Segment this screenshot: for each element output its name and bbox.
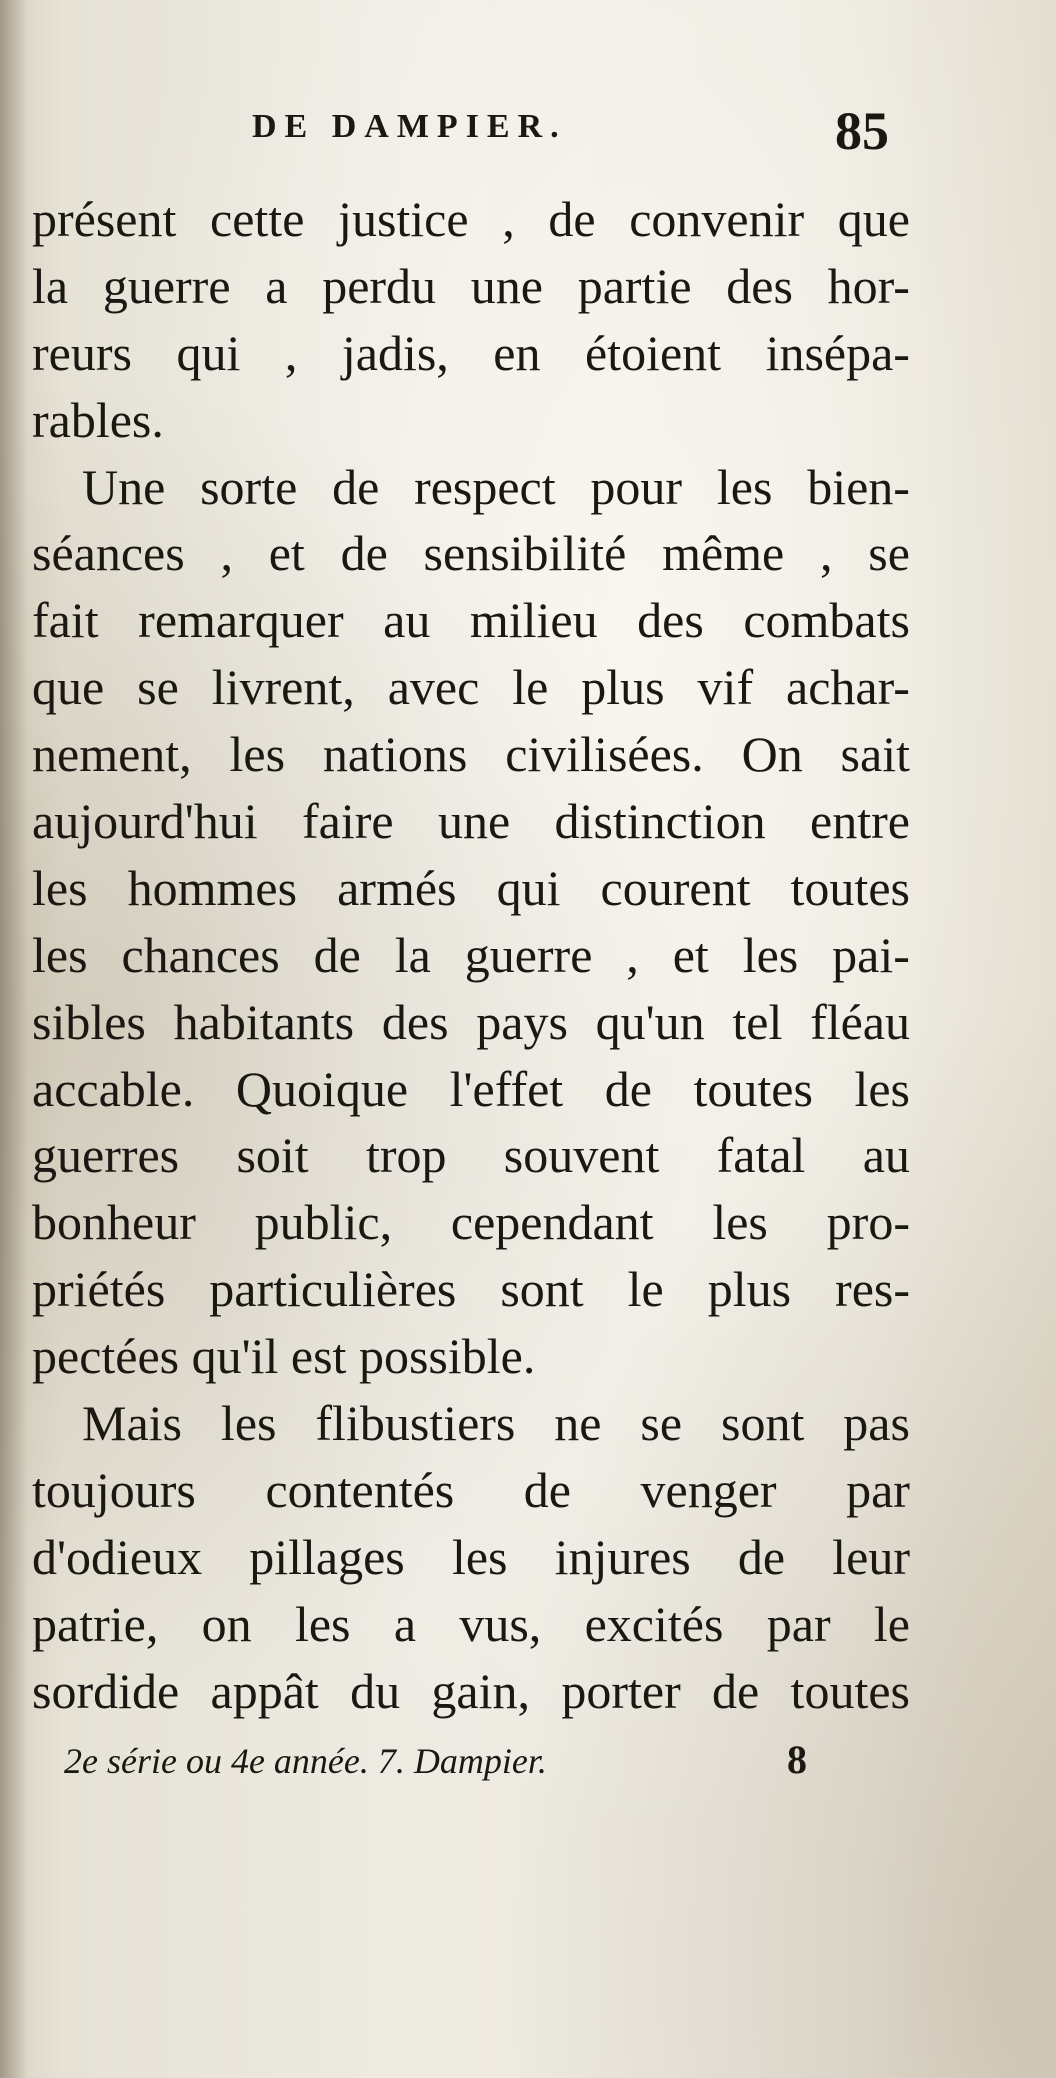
body-text bbox=[32, 186, 910, 1724]
text-line: accable. Quoique l'effet de toutes les bbox=[32, 1060, 910, 1117]
text-line: patrie, on les a vus, excités par le bbox=[32, 1595, 910, 1652]
text-line: toujours contentés de venger par bbox=[32, 1461, 910, 1518]
page-header bbox=[0, 100, 1056, 160]
text-line: rables. bbox=[32, 391, 164, 448]
text-line: sordide appât du gain, porter de toutes bbox=[32, 1662, 910, 1719]
text-line: séances , et de sensibilité même , se bbox=[32, 525, 910, 582]
text-line: guerres soit trop souvent fatal au bbox=[32, 1127, 910, 1184]
signature-mark: 8 bbox=[787, 1737, 807, 1782]
text-line: nement, les nations civilisées. On sait bbox=[32, 726, 910, 783]
text-line: Mais les flibustiers ne se sont pas bbox=[82, 1395, 910, 1452]
text-line: reurs qui , jadis, en étoient insépa- bbox=[32, 324, 910, 381]
text-line: priétés particulières sont le plus res- bbox=[32, 1261, 910, 1318]
text-line: les chances de la guerre , et les pai- bbox=[32, 926, 910, 983]
running-title: DE DAMPIER. bbox=[252, 108, 567, 145]
text-line: présent cette justice , de convenir que bbox=[32, 191, 910, 247]
text-line: la guerre a perdu une partie des hor- bbox=[32, 257, 910, 314]
signature-line: 2e série ou 4e année. 7. Dampier. bbox=[64, 1741, 547, 1781]
text-line: les hommes armés qui courent toutes bbox=[32, 859, 910, 916]
text-line: fait remarquer au milieu des combats bbox=[32, 592, 910, 649]
page-footer bbox=[0, 1737, 1056, 1800]
text-line: bonheur public, cependant les pro- bbox=[32, 1194, 910, 1251]
text-line: aujourd'hui faire une distinction entre bbox=[32, 793, 910, 850]
text-line: que se livrent, avec le plus vif achar- bbox=[32, 659, 910, 716]
text-line: sibles habitants des pays qu'un tel fléau bbox=[32, 993, 910, 1050]
text-line: pectées qu'il est possible. bbox=[32, 1328, 536, 1385]
page-number: 85 bbox=[835, 101, 889, 161]
text-line: Une sorte de respect pour les bien- bbox=[82, 458, 910, 515]
text-line: d'odieux pillages les injures de leur bbox=[32, 1528, 910, 1585]
